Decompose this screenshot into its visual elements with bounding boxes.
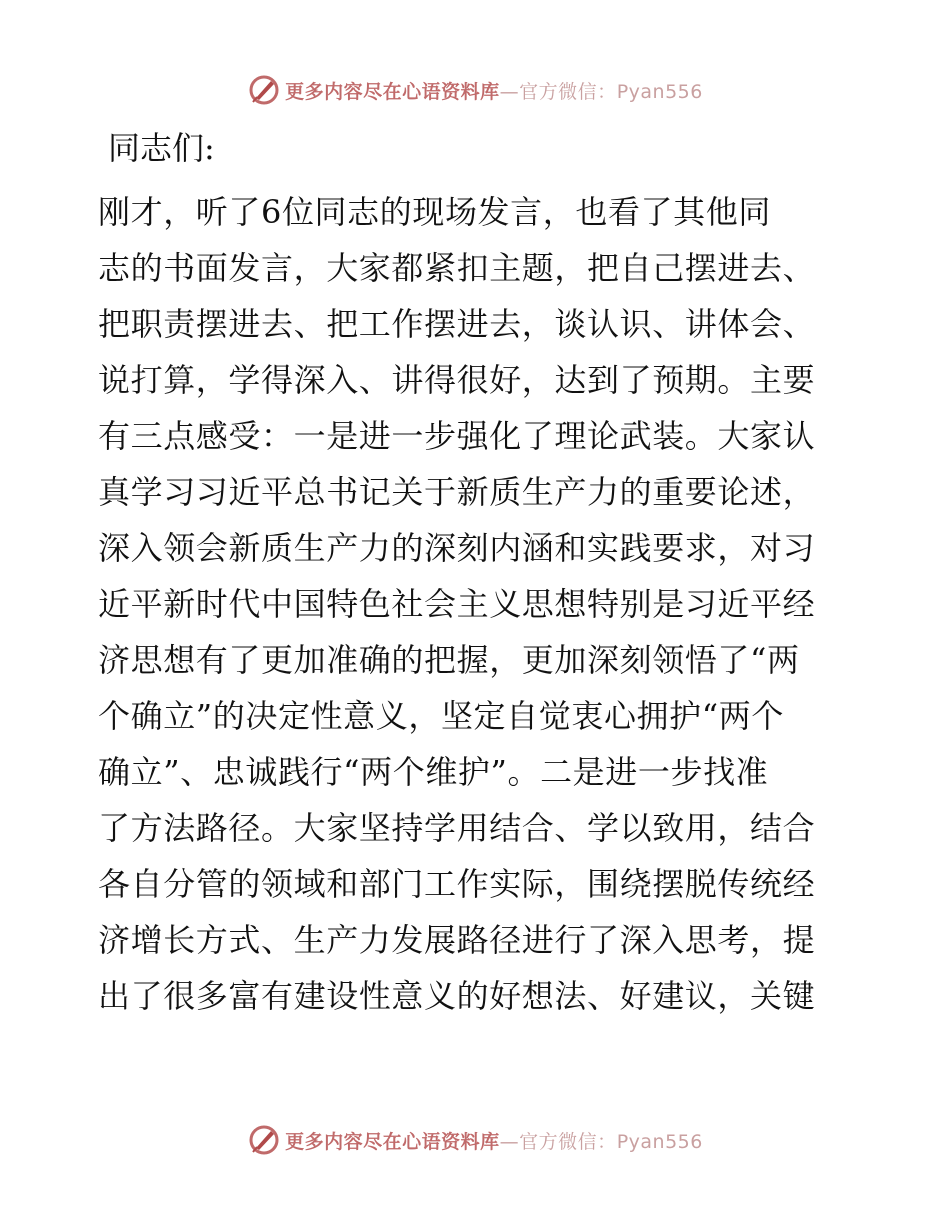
document-body <box>98 120 858 1024</box>
text-line: 了方法路径。大家坚持学用结合、学以致用，结合 <box>98 809 816 847</box>
text-line: 说打算，学得深入、讲得很好，达到了预期。主要 <box>98 361 816 399</box>
text-line: 近平新时代中国特色社会主义思想特别是习近平经 <box>98 585 816 623</box>
banner-separator: — <box>499 80 520 103</box>
text-line: 志的书面发言，大家都紧扣主题，把自己摆进去、 <box>98 249 816 287</box>
banner-text <box>285 1127 703 1154</box>
banner-wechat-id: Pyan556 <box>616 80 703 103</box>
text-line: 真学习习近平总书记关于新质生产力的重要论述， <box>98 473 816 511</box>
text-line: 刚才，听了6位同志的现场发言，也看了其他同 <box>98 193 771 231</box>
text-line: 把职责摆进去、把工作摆进去，谈认识、讲体会、 <box>98 305 816 343</box>
banner-main-text: 更多内容尽在心语资料库 <box>285 80 500 103</box>
text-line: 有三点感受：一是进一步强化了理论武装。大家认 <box>98 417 816 455</box>
quill-circle-logo-icon <box>247 73 281 107</box>
text-line: 个确立”的决定性意义，坚定自觉衷心拥护“两个 <box>98 697 784 735</box>
quill-circle-logo-icon <box>247 1123 281 1157</box>
banner-text <box>285 77 703 104</box>
footer-watermark-banner <box>0 1120 950 1160</box>
banner-main-text: 更多内容尽在心语资料库 <box>285 1130 500 1153</box>
banner-separator: — <box>499 1130 520 1153</box>
header-watermark-banner <box>0 70 950 110</box>
text-line: 出了很多富有建设性意义的好想法、好建议，关键 <box>98 977 816 1015</box>
text-line: 各自分管的领域和部门工作实际，围绕摆脱传统经 <box>98 865 816 903</box>
text-line: 济增长方式、生产力发展路径进行了深入思考，提 <box>98 921 816 959</box>
text-line: 深入领会新质生产力的深刻内涵和实践要求，对习 <box>98 529 816 567</box>
salutation: 同志们: <box>108 129 215 167</box>
banner-official-label: 官方微信： <box>519 1130 617 1153</box>
text-line: 确立”、忠诚践行“两个维护”。二是进一步找准 <box>98 753 769 791</box>
banner-official-label: 官方微信： <box>519 80 617 103</box>
text-line: 济思想有了更加准确的把握，更加深刻领悟了“两 <box>98 641 800 679</box>
paragraph <box>98 184 858 1024</box>
banner-wechat-id: Pyan556 <box>616 1130 703 1153</box>
